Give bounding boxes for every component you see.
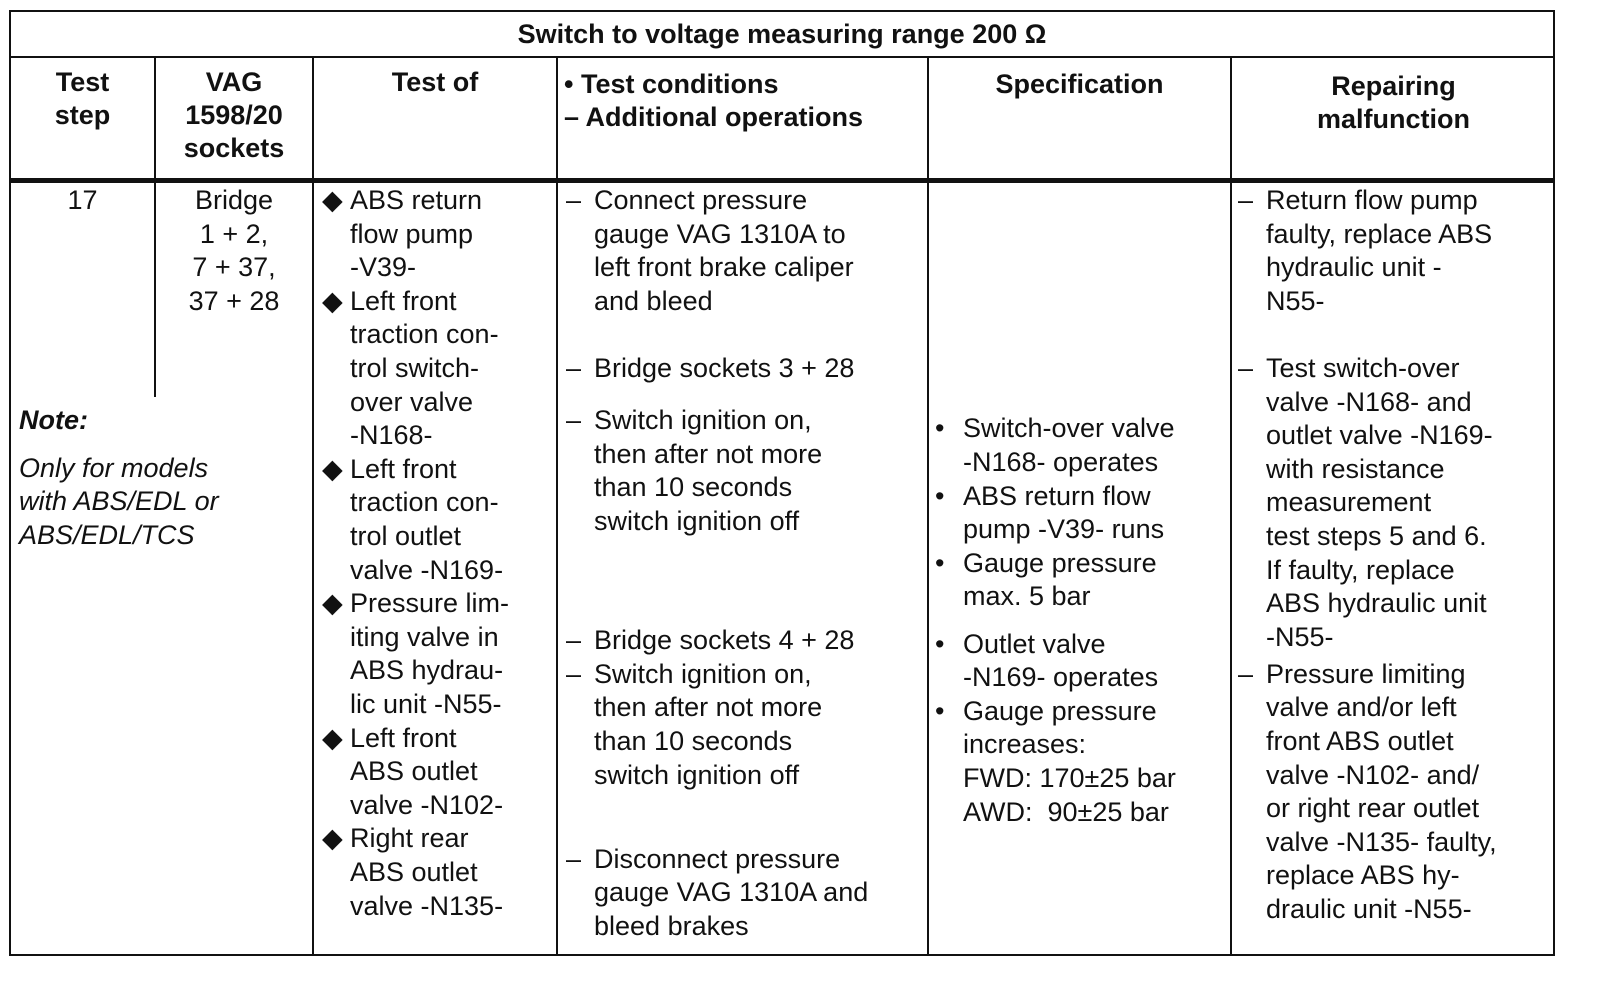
- condition-bullet: –: [566, 353, 582, 383]
- repair-line: If faulty, replace: [1266, 554, 1455, 585]
- condition-line: then after not more: [594, 438, 823, 469]
- repair-line: Pressure limiting: [1266, 658, 1466, 689]
- specification-bullet: •: [935, 480, 945, 511]
- test-of-bullet: ◆: [322, 185, 343, 215]
- header-line: Specification: [995, 69, 1164, 99]
- condition-bullet: –: [566, 405, 582, 436]
- socket-line: 7 + 37,: [192, 252, 276, 283]
- test-of-line: Right rear: [350, 823, 469, 854]
- test-of-line: trol outlet: [350, 521, 462, 551]
- step-number: 17: [67, 185, 98, 215]
- header-test-of: [314, 66, 556, 99]
- test-of-bullet: ◆: [322, 453, 343, 484]
- test-of-line: traction con-: [350, 487, 499, 518]
- specification-line: max. 5 bar: [963, 581, 1091, 612]
- specification-bullet: •: [935, 413, 945, 444]
- repair-line: outlet valve -N169-: [1266, 420, 1493, 451]
- header-line: Repairing: [1331, 71, 1456, 101]
- repair-line: test steps 5 and 6.: [1266, 521, 1487, 551]
- header-conditions: [564, 68, 927, 134]
- test-of-line: lic unit -N55-: [350, 689, 502, 719]
- condition-line: Connect pressure: [594, 185, 808, 215]
- header-line: Test: [55, 67, 110, 97]
- condition-line: Bridge sockets 3 + 28: [594, 353, 855, 383]
- test-of-line: over valve: [350, 386, 474, 417]
- test-of-line: -V39-: [350, 252, 417, 283]
- specification-line: Gauge pressure: [963, 695, 1157, 726]
- repair-line: draulic unit -N55-: [1266, 893, 1472, 924]
- condition-line: then after not more: [594, 692, 823, 723]
- repair-line: faulty, replace ABS: [1266, 218, 1493, 249]
- repair-line: Return flow pump: [1266, 185, 1478, 215]
- header-line: VAG: [205, 67, 263, 97]
- header-line: Test of: [391, 67, 479, 97]
- repair-line: measurement: [1266, 487, 1432, 518]
- specification-bullet: •: [935, 628, 945, 659]
- specification-line: Switch-over valve: [963, 413, 1175, 444]
- specification-bullet: •: [935, 547, 945, 578]
- test-of-bullet: ◆: [322, 285, 343, 316]
- repair-line: front ABS outlet: [1266, 725, 1454, 756]
- repair-line: ABS hydraulic unit: [1266, 588, 1487, 619]
- specification-line: AWD: 90±25 bar: [963, 796, 1169, 827]
- condition-line: gauge VAG 1310A and: [594, 877, 869, 908]
- header-line: 1598/20: [185, 100, 283, 130]
- test-of-line: Left front: [350, 453, 457, 484]
- condition-line: than 10 seconds: [594, 472, 793, 503]
- repair-bullet: –: [1238, 658, 1254, 689]
- condition-line: Bridge sockets 4 + 28: [594, 625, 855, 656]
- repair-line: valve -N135- faulty,: [1266, 826, 1497, 857]
- col-divider: [1230, 58, 1232, 956]
- socket-line: Bridge: [194, 185, 274, 215]
- sockets-cell: [156, 184, 312, 318]
- condition-line: than 10 seconds: [594, 725, 793, 756]
- header-line: malfunction: [1317, 104, 1470, 134]
- header-specification: [929, 68, 1230, 101]
- test-of-line: valve -N169-: [350, 554, 504, 585]
- test-of-line: iting valve in: [350, 621, 499, 652]
- test-of-line: Left front: [350, 285, 457, 316]
- specification-line: Outlet valve: [963, 628, 1106, 659]
- repair-line: or right rear outlet: [1266, 793, 1480, 824]
- repair-line: valve -N168- and: [1266, 386, 1472, 417]
- condition-line: Switch ignition on,: [594, 658, 812, 689]
- test-of-line: flow pump: [350, 218, 474, 249]
- specification-line: Gauge pressure: [963, 547, 1157, 578]
- test-of-line: Left front: [350, 722, 457, 753]
- header-line: step: [54, 100, 111, 130]
- note-line: ABS/EDL/TCS: [19, 519, 195, 550]
- header-line: – Additional operations: [564, 102, 864, 132]
- condition-line: Disconnect pressure: [594, 843, 841, 874]
- col-divider: [556, 58, 558, 956]
- repair-line: valve and/or left: [1266, 692, 1457, 723]
- condition-line: switch ignition off: [594, 759, 800, 790]
- condition-bullet: –: [566, 185, 582, 215]
- header-test-step: [11, 66, 154, 132]
- repair-line: hydraulic unit -: [1266, 252, 1442, 283]
- test-of-line: ABS hydrau-: [350, 655, 504, 686]
- test-of-bullet: ◆: [322, 823, 343, 854]
- condition-line: bleed brakes: [594, 910, 749, 941]
- condition-line: and bleed: [594, 285, 713, 316]
- condition-bullet: –: [566, 843, 582, 874]
- specification-line: FWD: 170±25 bar: [963, 762, 1176, 793]
- specification-line: ABS return flow: [963, 480, 1151, 511]
- repair-line: -N55-: [1266, 621, 1334, 652]
- repair-line: with resistance: [1266, 453, 1445, 484]
- socket-line: 37 + 28: [188, 285, 280, 316]
- test-of-line: traction con-: [350, 319, 499, 350]
- repair-line: valve -N102- and/: [1266, 759, 1480, 790]
- note-line: with ABS/EDL or: [19, 486, 219, 517]
- repair-line: N55-: [1266, 285, 1325, 316]
- test-of-line: valve -N102-: [350, 789, 504, 820]
- table-title: Switch to voltage measuring range 200 Ω: [11, 12, 1553, 58]
- test-of-line: trol switch-: [350, 353, 480, 383]
- header-line: sockets: [183, 133, 285, 163]
- col-divider: [312, 58, 314, 956]
- condition-line: Switch ignition on,: [594, 405, 812, 436]
- header-repair: [1232, 70, 1555, 136]
- specification-line: -N169- operates: [963, 662, 1159, 693]
- specification-line: -N168- operates: [963, 447, 1159, 478]
- repair-bullet: –: [1238, 353, 1254, 383]
- note-line: Only for models: [19, 452, 209, 483]
- repair-line: Test switch-over: [1266, 353, 1460, 383]
- test-of-line: Pressure lim-: [350, 588, 510, 619]
- condition-line: gauge VAG 1310A to: [594, 218, 846, 249]
- header-divider: [11, 178, 1553, 183]
- col-divider: [927, 58, 929, 956]
- header-line: • Test conditions: [564, 69, 779, 99]
- note: [19, 404, 309, 552]
- specification-line: pump -V39- runs: [963, 514, 1165, 545]
- test-of-line: ABS outlet: [350, 857, 478, 887]
- test-of-line: ABS outlet: [350, 756, 478, 787]
- condition-bullet: –: [566, 658, 582, 689]
- test-of-bullet: ◆: [322, 722, 343, 753]
- specification-bullet: •: [935, 695, 945, 726]
- repair-bullet: –: [1238, 185, 1254, 215]
- test-of-line: ABS return: [350, 185, 483, 215]
- test-of-line: -N168-: [350, 420, 433, 451]
- repair-line: replace ABS hy-: [1266, 860, 1460, 891]
- note-title: Note:: [19, 405, 88, 435]
- condition-line: switch ignition off: [594, 505, 800, 536]
- specification-line: increases:: [963, 729, 1087, 760]
- test-table: [9, 10, 1555, 956]
- socket-line: 1 + 2,: [199, 218, 269, 249]
- test-of-bullet: ◆: [322, 588, 343, 619]
- header-sockets: [156, 66, 312, 165]
- condition-line: left front brake caliper: [594, 252, 854, 283]
- condition-bullet: –: [566, 625, 582, 656]
- test-of-line: valve -N135-: [350, 890, 504, 921]
